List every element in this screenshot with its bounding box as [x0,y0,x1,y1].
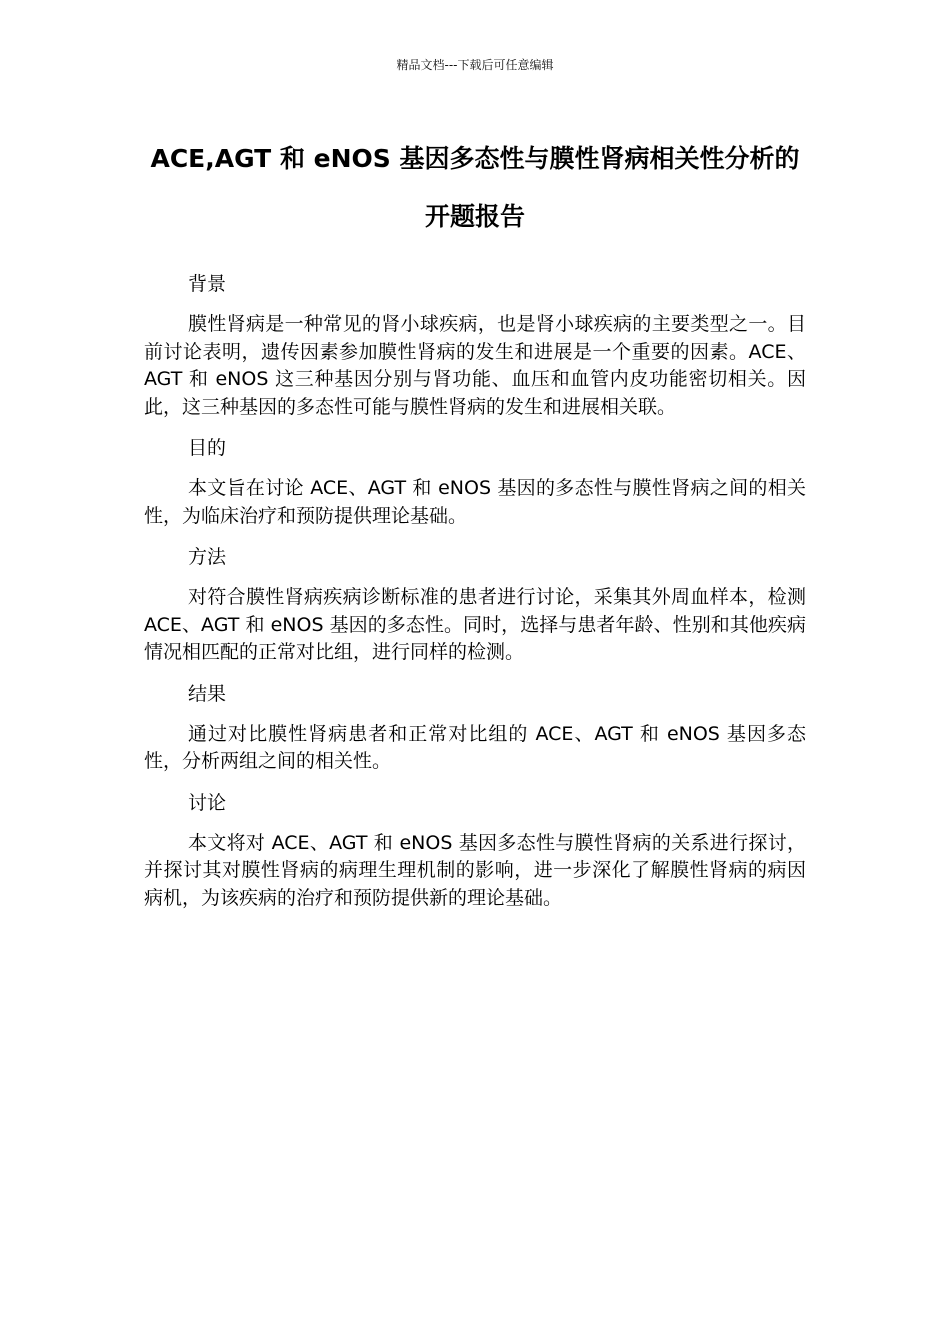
section-heading-background: 背景 [188,273,227,295]
header-note: 精品文档---下载后可任意编辑 [396,58,554,72]
section-body-results: 通过对比膜性肾病患者和正常对比组的 ACE、AGT 和 eNOS 基因多态性，分析两组之间的相关性。 [144,722,806,772]
section-heading-discussion: 讨论 [188,791,227,814]
section-heading-results: 结果 [188,682,227,705]
section-heading-methods: 方法 [188,546,227,568]
section-body-purpose: 本文旨在讨论 ACE、AGT 和 eNOS 基因的多态性与膜性肾病之间的相关性，为临床治疗和预防提供理论基础。 [144,477,806,527]
document-title: ACE,AGT 和 eNOS 基因多态性与膜性肾病相关性分析的开题报告 [150,144,800,231]
section-heading-purpose: 目的 [188,437,227,459]
section-body-background: 膜性肾病是一种常见的肾小球疾病，也是肾小球疾病的主要类型之一。目前讨论表明，遗传因素参加膜性肾病的发生和进展是一个重要的因素。ACE、AGT 和 eNOS 这三种基因分别与肾功能、血压和血管内皮功能密切相关。因此，这三种基因的多态性可能与膜性肾病的发生和进展相关联。 [144,313,806,418]
section-body-methods: 对符合膜性肾病疾病诊断标准的患者进行讨论，采集其外周血样本，检测 ACE、AGT 和 eNOS 基因的多态性。同时，选择与患者年龄、性别和其他疾病情况相匹配的正常对比组，进行同样的检测。 [144,586,806,663]
section-body-discussion: 本文将对 ACE、AGT 和 eNOS 基因多态性与膜性肾病的关系进行探讨，并探讨其对膜性肾病的病理生理机制的影响，进一步深化了解膜性肾病的病因病机，为该疾病的治疗和预防提供新的理论基础。 [144,831,806,909]
document-body [144,270,806,925]
